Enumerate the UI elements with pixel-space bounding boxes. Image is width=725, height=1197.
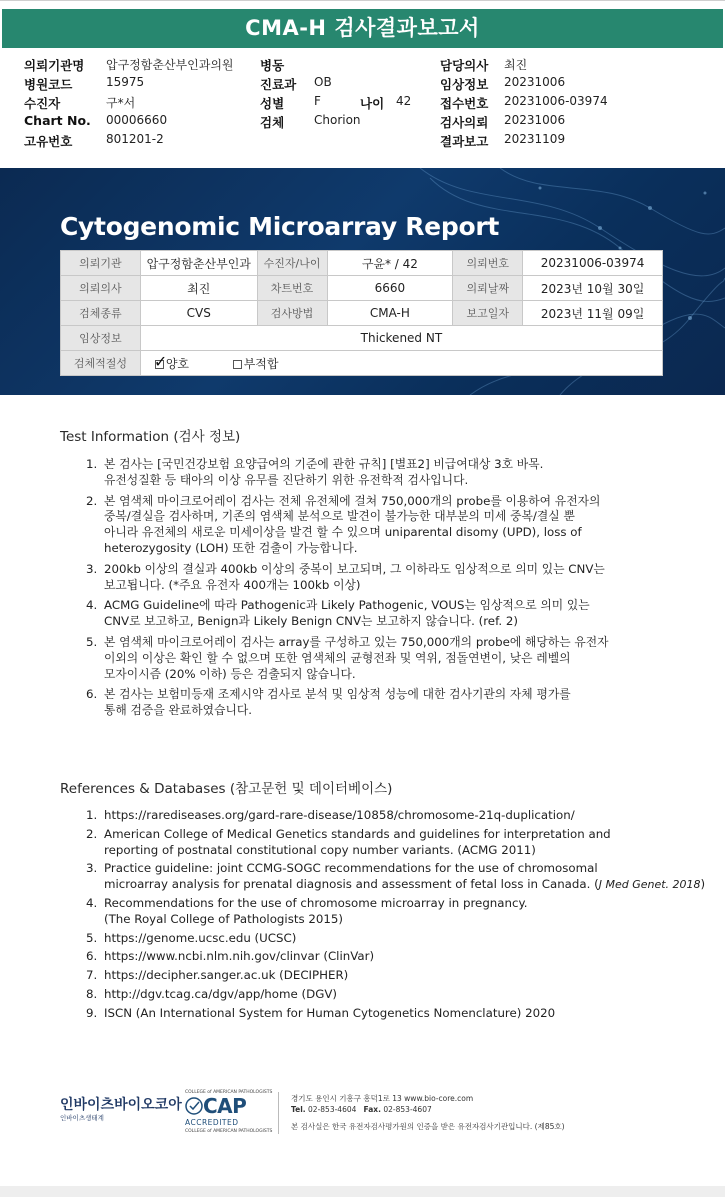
cma-report-title: Cytogenomic Microarray Report <box>60 212 499 241</box>
company-address: 경기도 용인시 기흥구 흥덕1로 13 www.bio-core.com <box>291 1094 474 1103</box>
list-item-number: 7. <box>86 968 98 983</box>
list-item <box>86 562 666 594</box>
clinical-info-label: 임상정보 <box>440 77 489 92</box>
sex-value: F <box>314 94 321 108</box>
info-row <box>24 56 704 75</box>
table-cell: 최진 <box>140 276 257 301</box>
references-title: References & Databases (참고문헌 및 데이터베이스) <box>60 781 393 797</box>
info-row <box>24 113 704 132</box>
adequate-checkbox[interactable] <box>153 351 168 371</box>
footer-divider <box>278 1092 279 1134</box>
table-cell: 2023년 11월 09일 <box>523 301 663 326</box>
info-row <box>24 132 704 151</box>
table-header-cell: 의뢰의사 <box>61 276 141 301</box>
table-cell: CVS <box>140 301 257 326</box>
list-item-number: 1. <box>86 808 98 822</box>
info-row <box>24 94 704 113</box>
table-header-cell: 수진자/나이 <box>257 251 327 276</box>
table-header-cell: 의뢰기관 <box>61 251 141 276</box>
table-cell: 압구정함춘산부인과 <box>140 251 257 276</box>
list-item <box>86 931 666 947</box>
bottom-strip <box>0 1186 725 1197</box>
cap-bottom-text: COLLEGE of AMERICAN PATHOLOGISTS <box>185 1129 273 1134</box>
table-row <box>61 276 663 301</box>
age-value: 42 <box>396 94 412 108</box>
doctor-value: 최진 <box>504 58 528 72</box>
report-title: CMA-H 검사결과보고서 <box>2 9 723 48</box>
list-item-line: 본 염색체 마이크로어레이 검사는 array를 구성하고 있는 750,000개의 probe에 해당하는 유전자 <box>104 634 609 649</box>
hospital-value: 압구정함춘산부인과의원 <box>106 58 234 72</box>
test-info-list <box>86 457 666 724</box>
list-item <box>86 987 666 1003</box>
cap-big-text: CAP <box>203 1094 247 1118</box>
list-item <box>86 968 666 984</box>
table-header-cell: 검체종류 <box>61 301 141 326</box>
list-item <box>86 457 666 489</box>
company-logo-sub: 인바이츠생태계 <box>60 1114 104 1122</box>
cap-emblem-icon <box>185 1096 203 1116</box>
list-item-number: 6. <box>86 949 98 964</box>
subject-label: 수진자 <box>24 96 61 111</box>
cap-accreditation-logo <box>185 1090 273 1134</box>
ward-label: 병동 <box>260 58 285 73</box>
list-item <box>86 494 666 557</box>
report-date-label: 결과보고 <box>440 134 489 149</box>
list-item-line: http://dgv.tcag.ca/dgv/app/home (DGV) <box>104 986 338 1001</box>
table-header-cell: 검사방법 <box>257 301 327 326</box>
clinical-info-cell: Thickened NT <box>140 326 662 351</box>
list-item-line: 본 검사는 [국민건강보험 요양급여의 기준에 관한 규칙] [별표2] 비급여대상 3호 바목. <box>104 457 544 471</box>
table-cell: 20231006-03974 <box>523 251 663 276</box>
clinical-info-value: 20231006 <box>504 75 566 89</box>
specimen-adequacy-cell <box>140 351 662 376</box>
hospital-label: 의뢰기관명 <box>24 58 85 73</box>
chart-no-value: 00006660 <box>106 113 168 127</box>
list-item-number: 2. <box>86 493 98 508</box>
inadequate-label: 부적합 <box>243 356 279 371</box>
hospital-code-label: 병원코드 <box>24 77 73 92</box>
table-header-cell: 의뢰날짜 <box>453 276 523 301</box>
cap-accredited-text: ACCREDITED <box>185 1118 239 1127</box>
footer <box>0 1080 725 1140</box>
list-item-line: 이외의 이상은 확인 할 수 없으며 또한 염색체의 균형전좌 및 역위, 점돌연변이, 낮은 레벨의 <box>104 650 571 665</box>
list-item-line: Practice guideline: joint CCMG-SOGC recommendations for the use of chromosomal <box>104 861 598 876</box>
list-item-number: 3. <box>86 861 98 876</box>
list-item-number: 3. <box>86 561 98 576</box>
list-item-line: https://decipher.sanger.ac.uk (DECIPHER) <box>104 968 349 983</box>
sex-label: 성별 <box>260 96 285 111</box>
age-label: 나이 <box>360 96 385 111</box>
list-item-line-wrap: microarray analysis for prenatal diagnosis and assessment of fetal loss in Canada. (J Med Genet. 2018) <box>104 877 706 892</box>
list-item <box>86 635 666 682</box>
journal-citation: J Med Genet. 2018 <box>598 878 701 892</box>
tel-label: Tel. <box>291 1105 306 1114</box>
subject-value: 구*서 <box>106 96 136 110</box>
list-item <box>86 827 666 859</box>
receipt-no-value: 20231006-03974 <box>504 94 608 108</box>
list-item-line: heterozygosity (LOH) 또한 검출이 가능합니다. <box>104 540 358 555</box>
table-cell: CMA-H <box>327 301 453 326</box>
list-item <box>86 808 666 824</box>
table-cell: 6660 <box>327 276 453 301</box>
tel-value: 02-853-4604 <box>308 1105 357 1114</box>
list-item-number: 1. <box>86 457 98 471</box>
department-label: 진료과 <box>260 77 297 92</box>
inadequate-checkbox[interactable] <box>233 360 242 369</box>
table-header-cell: 임상정보 <box>61 326 141 351</box>
list-item-line: 유전성질환 등 태아의 이상 유무를 진단하기 위한 유전학적 검사입니다. <box>104 472 469 487</box>
list-item-number: 2. <box>86 826 98 841</box>
list-item-number: 6. <box>86 687 98 702</box>
list-item <box>86 896 666 928</box>
unique-no-label: 고유번호 <box>24 134 73 149</box>
list-item-line: 중복/결실을 검사하며, 기존의 염색체 분석으로 발견이 불가능한 대부분의 미세 중복/결실 뿐 <box>104 509 575 524</box>
references-list <box>86 808 706 1025</box>
table-header-cell: 검체적절성 <box>61 351 141 376</box>
list-item-line: Recommendations for the use of chromosome microarray in pregnancy. <box>104 895 528 910</box>
list-item-number: 9. <box>86 1005 98 1020</box>
request-date-label: 검사의뢰 <box>440 115 489 130</box>
checkmark-icon: ✓ <box>153 351 168 371</box>
list-item-line: 본 염색체 마이크로어레이 검사는 전체 유전체에 걸쳐 750,000개의 probe를 이용하여 유전자의 <box>104 493 601 508</box>
list-item-line: 200kb 이상의 결실과 400kb 이상의 중복이 보고되며, 그 이하라도 임상적으로 의미 있는 CNV는 <box>104 561 605 576</box>
list-item-line: 아니라 유전체의 새로운 미세이상을 발견 할 수 있으며 uniparental disomy (UPD), loss of <box>104 525 582 540</box>
list-item-line: (The Royal College of Pathologists 2015) <box>104 911 343 926</box>
receipt-no-label: 접수번호 <box>440 96 489 111</box>
list-item-line: https://rarediseases.org/gard-rare-disease/10858/chromosome-21q-duplication/ <box>104 808 575 822</box>
list-item-line: https://www.ncbi.nlm.nih.gov/clinvar (ClinVar) <box>104 949 375 964</box>
hospital-code-value: 15975 <box>106 75 145 89</box>
table-header-cell: 보고일자 <box>453 301 523 326</box>
department-value: OB <box>314 75 332 89</box>
unique-no-value: 801201-2 <box>106 132 164 146</box>
list-item-line: American College of Medical Genetics standards and guidelines for interpretation and <box>104 826 611 841</box>
table-cell: 2023년 10월 30일 <box>523 276 663 301</box>
specimen-label: 검체 <box>260 115 285 130</box>
list-item-line: 통해 검증을 완료하였습니다. <box>104 703 252 718</box>
list-item-line: 모자이시즘 (20% 이하) 등은 검출되지 않습니다. <box>104 666 356 681</box>
list-item-line: 보고됩니다. (*주요 유전자 400개는 100kb 이상) <box>104 577 361 592</box>
list-item-line: https://genome.ucsc.edu (UCSC) <box>104 930 297 945</box>
list-item-line: ISCN (An International System for Human Cytogenetics Nomenclature) 2020 <box>104 1005 556 1020</box>
specimen-value: Chorion <box>314 113 361 127</box>
list-item-number: 4. <box>86 598 98 613</box>
table-header-cell: 의뢰번호 <box>453 251 523 276</box>
list-item-number: 5. <box>86 634 98 649</box>
list-item <box>86 1006 666 1022</box>
title-bar <box>0 0 725 48</box>
table-cell: 구윤* / 42 <box>327 251 453 276</box>
list-item <box>86 949 666 965</box>
list-item-line: microarray analysis for prenatal diagnosis and assessment of fetal loss in Canada. <box>104 877 591 892</box>
company-logo: 인바이츠바이오코아 <box>60 1097 182 1113</box>
list-item-line: CNV로 보고하고, Benign과 Likely Benign CNV는 보고하지 않습니다. (ref. 2) <box>104 614 518 629</box>
list-item <box>86 687 666 719</box>
list-item <box>86 598 666 630</box>
info-row <box>24 75 704 94</box>
cap-top-text: COLLEGE of AMERICAN PATHOLOGISTS <box>185 1090 273 1095</box>
adequate-label: 양호 <box>165 356 190 371</box>
table-row <box>61 351 663 376</box>
report-date-value: 20231109 <box>504 132 566 146</box>
list-item-line: reporting of postnatal constitutional copy number variants. (ACMG 2011) <box>104 842 536 857</box>
fax-label: Fax. <box>363 1105 381 1114</box>
list-item-line: ACMG Guideline에 따라 Pathogenic과 Likely Pathogenic, VOUS는 임상적으로 의미 있는 <box>104 598 590 613</box>
company-contact <box>291 1105 432 1114</box>
table-header-cell: 차트번호 <box>257 276 327 301</box>
table-row <box>61 326 663 351</box>
list-item-line: 본 검사는 보험미등재 조제시약 검사로 분석 및 임상적 성능에 대한 검사기관의 자체 평가를 <box>104 687 571 702</box>
table-row <box>61 251 663 276</box>
patient-info <box>24 56 704 151</box>
request-date-value: 20231006 <box>504 113 566 127</box>
list-item-number: 5. <box>86 930 98 945</box>
list-item-number: 8. <box>86 986 98 1001</box>
report-summary-table <box>60 250 663 376</box>
chart-no-label: Chart No. <box>24 113 91 128</box>
list-item-number: 4. <box>86 895 98 910</box>
table-row <box>61 301 663 326</box>
fax-value: 02-853-4607 <box>383 1105 432 1114</box>
certification-note: 본 검사실은 한국 유전자검사평가원의 인증을 받은 유전자검사기관입니다. (제85호) <box>291 1122 565 1131</box>
list-item <box>86 861 706 893</box>
doctor-label: 담당의사 <box>440 58 489 73</box>
test-info-title: Test Information (검사 정보) <box>60 429 241 445</box>
